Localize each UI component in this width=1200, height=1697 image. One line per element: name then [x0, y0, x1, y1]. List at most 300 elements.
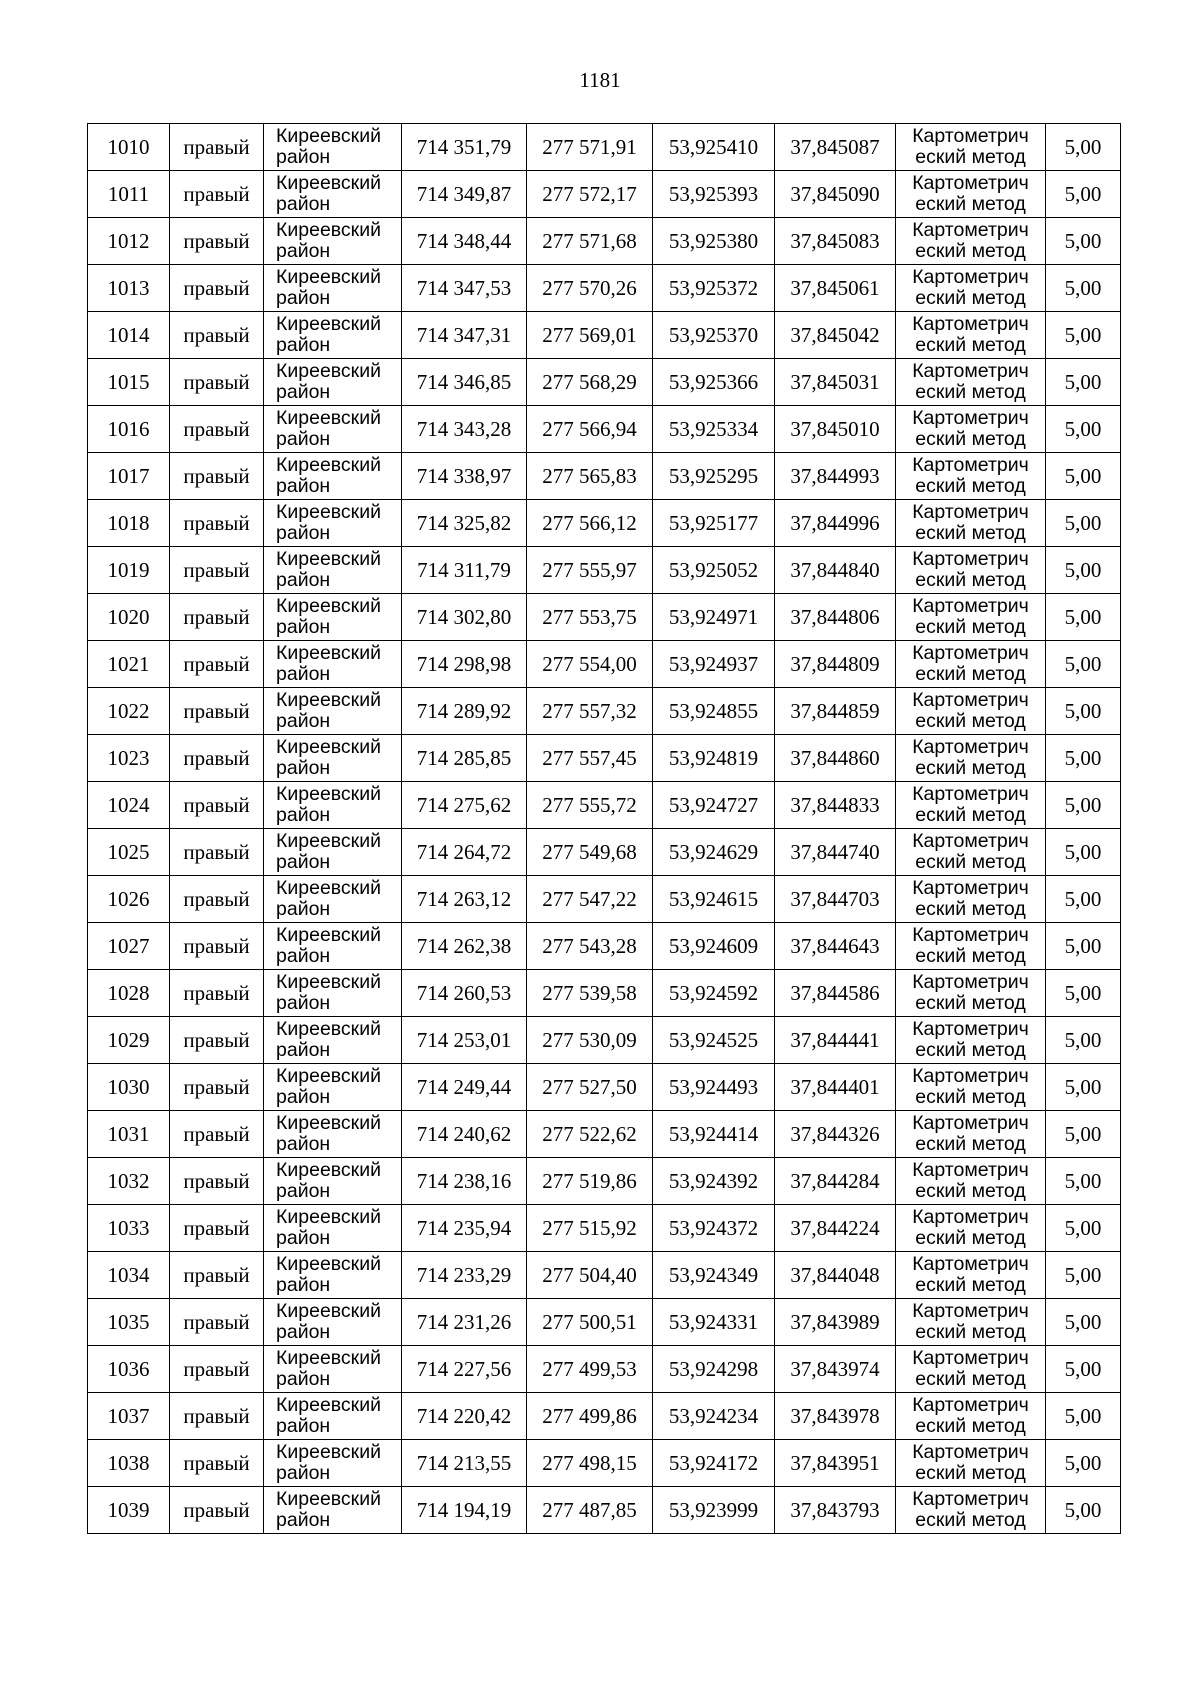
- point-number-cell: 1034: [88, 1252, 170, 1299]
- method-line: еский метод: [915, 381, 1026, 403]
- district-cell: [264, 265, 402, 312]
- method-line: Картометрич: [912, 877, 1029, 899]
- coord-x-cell: 714 260,53: [402, 970, 527, 1017]
- district-line: район: [276, 240, 331, 262]
- district-line: Киреевский: [276, 736, 381, 758]
- latitude-cell: 53,925295: [653, 453, 775, 500]
- district-line: район: [276, 1509, 331, 1531]
- coordinates-table: [87, 123, 1121, 1534]
- coord-x-cell: 714 249,44: [402, 1064, 527, 1111]
- bank-side-cell: правый: [170, 641, 264, 688]
- district-cell: [264, 688, 402, 735]
- coord-y-cell: 277 504,40: [527, 1252, 653, 1299]
- coord-y-cell: 277 515,92: [527, 1205, 653, 1252]
- district-line: Киреевский: [276, 830, 381, 852]
- bank-side-cell: правый: [170, 1111, 264, 1158]
- coord-x-cell: 714 343,28: [402, 406, 527, 453]
- method-cell: [896, 171, 1046, 218]
- table-row: [88, 1440, 1121, 1487]
- coord-x-cell: 714 227,56: [402, 1346, 527, 1393]
- method-line: Картометрич: [912, 454, 1029, 476]
- district-line: Киреевский: [276, 783, 381, 805]
- district-cell: [264, 1252, 402, 1299]
- district-line: район: [276, 428, 331, 450]
- coord-x-cell: 714 338,97: [402, 453, 527, 500]
- district-line: район: [276, 522, 331, 544]
- method-line: Картометрич: [912, 219, 1029, 241]
- accuracy-cell: 5,00: [1046, 970, 1121, 1017]
- latitude-cell: 53,925334: [653, 406, 775, 453]
- bank-side-cell: правый: [170, 735, 264, 782]
- district-cell: [264, 1346, 402, 1393]
- accuracy-cell: 5,00: [1046, 265, 1121, 312]
- accuracy-cell: 5,00: [1046, 1487, 1121, 1534]
- accuracy-cell: 5,00: [1046, 688, 1121, 735]
- method-cell: [896, 829, 1046, 876]
- accuracy-cell: 5,00: [1046, 876, 1121, 923]
- bank-side-cell: правый: [170, 453, 264, 500]
- district-line: район: [276, 569, 331, 591]
- latitude-cell: 53,925370: [653, 312, 775, 359]
- district-line: Киреевский: [276, 548, 381, 570]
- bank-side-cell: правый: [170, 594, 264, 641]
- coord-y-cell: 277 571,68: [527, 218, 653, 265]
- method-line: еский метод: [915, 945, 1026, 967]
- district-line: район: [276, 146, 331, 168]
- district-line: Киреевский: [276, 1206, 381, 1228]
- latitude-cell: 53,924234: [653, 1393, 775, 1440]
- longitude-cell: 37,843793: [775, 1487, 896, 1534]
- latitude-cell: 53,925410: [653, 124, 775, 171]
- method-cell: [896, 1393, 1046, 1440]
- latitude-cell: 53,924372: [653, 1205, 775, 1252]
- accuracy-cell: 5,00: [1046, 1064, 1121, 1111]
- point-number-cell: 1017: [88, 453, 170, 500]
- point-number-cell: 1012: [88, 218, 170, 265]
- longitude-cell: 37,845061: [775, 265, 896, 312]
- table-row: [88, 124, 1121, 171]
- method-line: еский метод: [915, 1509, 1026, 1531]
- table-row: [88, 735, 1121, 782]
- point-number-cell: 1029: [88, 1017, 170, 1064]
- latitude-cell: 53,925366: [653, 359, 775, 406]
- table-row: [88, 688, 1121, 735]
- coord-y-cell: 277 549,68: [527, 829, 653, 876]
- district-cell: [264, 1205, 402, 1252]
- latitude-cell: 53,925380: [653, 218, 775, 265]
- latitude-cell: 53,924855: [653, 688, 775, 735]
- coord-y-cell: 277 566,12: [527, 500, 653, 547]
- accuracy-cell: 5,00: [1046, 735, 1121, 782]
- district-line: район: [276, 616, 331, 638]
- district-line: Киреевский: [276, 360, 381, 382]
- latitude-cell: 53,923999: [653, 1487, 775, 1534]
- coord-y-cell: 277 572,17: [527, 171, 653, 218]
- longitude-cell: 37,845083: [775, 218, 896, 265]
- longitude-cell: 37,843951: [775, 1440, 896, 1487]
- method-line: еский метод: [915, 1180, 1026, 1202]
- longitude-cell: 37,844284: [775, 1158, 896, 1205]
- longitude-cell: 37,844643: [775, 923, 896, 970]
- district-cell: [264, 876, 402, 923]
- method-line: Картометрич: [912, 407, 1029, 429]
- method-line: Картометрич: [912, 172, 1029, 194]
- district-line: Киреевский: [276, 1300, 381, 1322]
- coord-x-cell: 714 213,55: [402, 1440, 527, 1487]
- table-row: [88, 265, 1121, 312]
- table-row: [88, 453, 1121, 500]
- district-line: район: [276, 1039, 331, 1061]
- coord-x-cell: 714 262,38: [402, 923, 527, 970]
- method-cell: [896, 500, 1046, 547]
- latitude-cell: 53,925177: [653, 500, 775, 547]
- longitude-cell: 37,844048: [775, 1252, 896, 1299]
- point-number-cell: 1015: [88, 359, 170, 406]
- district-line: район: [276, 1133, 331, 1155]
- coord-x-cell: 714 325,82: [402, 500, 527, 547]
- bank-side-cell: правый: [170, 124, 264, 171]
- accuracy-cell: 5,00: [1046, 218, 1121, 265]
- method-line: еский метод: [915, 193, 1026, 215]
- district-line: Киреевский: [276, 971, 381, 993]
- coord-y-cell: 277 498,15: [527, 1440, 653, 1487]
- method-line: Картометрич: [912, 548, 1029, 570]
- latitude-cell: 53,924349: [653, 1252, 775, 1299]
- method-cell: [896, 406, 1046, 453]
- method-cell: [896, 641, 1046, 688]
- coord-x-cell: 714 233,29: [402, 1252, 527, 1299]
- longitude-cell: 37,844740: [775, 829, 896, 876]
- longitude-cell: 37,844809: [775, 641, 896, 688]
- method-line: Картометрич: [912, 1300, 1029, 1322]
- method-line: еский метод: [915, 1227, 1026, 1249]
- district-line: Киреевский: [276, 642, 381, 664]
- longitude-cell: 37,845010: [775, 406, 896, 453]
- point-number-cell: 1039: [88, 1487, 170, 1534]
- district-line: Киреевский: [276, 924, 381, 946]
- coord-x-cell: 714 302,80: [402, 594, 527, 641]
- coord-x-cell: 714 348,44: [402, 218, 527, 265]
- coord-x-cell: 714 311,79: [402, 547, 527, 594]
- latitude-cell: 53,924971: [653, 594, 775, 641]
- latitude-cell: 53,924493: [653, 1064, 775, 1111]
- bank-side-cell: правый: [170, 1393, 264, 1440]
- table-row: [88, 641, 1121, 688]
- method-cell: [896, 218, 1046, 265]
- method-line: Картометрич: [912, 266, 1029, 288]
- coord-y-cell: 277 539,58: [527, 970, 653, 1017]
- longitude-cell: 37,845087: [775, 124, 896, 171]
- method-cell: [896, 923, 1046, 970]
- district-line: Киреевский: [276, 125, 381, 147]
- district-line: район: [276, 1415, 331, 1437]
- bank-side-cell: правый: [170, 782, 264, 829]
- method-line: Картометрич: [912, 924, 1029, 946]
- coord-x-cell: 714 347,31: [402, 312, 527, 359]
- district-line: район: [276, 945, 331, 967]
- method-line: Картометрич: [912, 971, 1029, 993]
- method-line: Картометрич: [912, 1206, 1029, 1228]
- coord-y-cell: 277 557,45: [527, 735, 653, 782]
- latitude-cell: 53,925372: [653, 265, 775, 312]
- longitude-cell: 37,844326: [775, 1111, 896, 1158]
- district-line: Киреевский: [276, 1488, 381, 1510]
- table-row: [88, 1299, 1121, 1346]
- latitude-cell: 53,924592: [653, 970, 775, 1017]
- method-cell: [896, 1487, 1046, 1534]
- coord-y-cell: 277 565,83: [527, 453, 653, 500]
- method-line: еский метод: [915, 287, 1026, 309]
- method-line: еский метод: [915, 1321, 1026, 1343]
- coord-x-cell: 714 346,85: [402, 359, 527, 406]
- point-number-cell: 1016: [88, 406, 170, 453]
- district-line: район: [276, 1086, 331, 1108]
- table-row: [88, 1487, 1121, 1534]
- method-line: Картометрич: [912, 360, 1029, 382]
- method-line: Картометрич: [912, 830, 1029, 852]
- district-line: Киреевский: [276, 1347, 381, 1369]
- bank-side-cell: правый: [170, 265, 264, 312]
- coord-y-cell: 277 487,85: [527, 1487, 653, 1534]
- accuracy-cell: 5,00: [1046, 1205, 1121, 1252]
- table-row: [88, 1111, 1121, 1158]
- district-cell: [264, 359, 402, 406]
- method-cell: [896, 1017, 1046, 1064]
- district-line: Киреевский: [276, 877, 381, 899]
- point-number-cell: 1027: [88, 923, 170, 970]
- method-line: Картометрич: [912, 1112, 1029, 1134]
- district-line: Киреевский: [276, 595, 381, 617]
- table-row: [88, 406, 1121, 453]
- district-line: район: [276, 1321, 331, 1343]
- method-line: еский метод: [915, 569, 1026, 591]
- accuracy-cell: 5,00: [1046, 1299, 1121, 1346]
- bank-side-cell: правый: [170, 1346, 264, 1393]
- latitude-cell: 53,924172: [653, 1440, 775, 1487]
- district-cell: [264, 1393, 402, 1440]
- table-row: [88, 782, 1121, 829]
- point-number-cell: 1011: [88, 171, 170, 218]
- accuracy-cell: 5,00: [1046, 641, 1121, 688]
- accuracy-cell: 5,00: [1046, 124, 1121, 171]
- point-number-cell: 1025: [88, 829, 170, 876]
- coord-y-cell: 277 553,75: [527, 594, 653, 641]
- method-line: Картометрич: [912, 313, 1029, 335]
- longitude-cell: 37,843974: [775, 1346, 896, 1393]
- method-line: еский метод: [915, 804, 1026, 826]
- district-cell: [264, 171, 402, 218]
- method-line: Картометрич: [912, 125, 1029, 147]
- method-line: еский метод: [915, 146, 1026, 168]
- coord-y-cell: 277 570,26: [527, 265, 653, 312]
- method-cell: [896, 1205, 1046, 1252]
- longitude-cell: 37,843989: [775, 1299, 896, 1346]
- bank-side-cell: правый: [170, 1064, 264, 1111]
- district-line: Киреевский: [276, 689, 381, 711]
- longitude-cell: 37,844224: [775, 1205, 896, 1252]
- point-number-cell: 1032: [88, 1158, 170, 1205]
- longitude-cell: 37,844401: [775, 1064, 896, 1111]
- coord-y-cell: 277 568,29: [527, 359, 653, 406]
- method-line: Картометрич: [912, 1159, 1029, 1181]
- table-row: [88, 312, 1121, 359]
- coord-x-cell: 714 253,01: [402, 1017, 527, 1064]
- district-cell: [264, 970, 402, 1017]
- page-number: 1181: [579, 68, 621, 92]
- method-line: еский метод: [915, 710, 1026, 732]
- district-cell: [264, 594, 402, 641]
- coord-y-cell: 277 555,97: [527, 547, 653, 594]
- method-line: еский метод: [915, 898, 1026, 920]
- latitude-cell: 53,924331: [653, 1299, 775, 1346]
- accuracy-cell: 5,00: [1046, 594, 1121, 641]
- district-line: Киреевский: [276, 1394, 381, 1416]
- district-line: район: [276, 475, 331, 497]
- bank-side-cell: правый: [170, 829, 264, 876]
- district-line: район: [276, 334, 331, 356]
- point-number-cell: 1013: [88, 265, 170, 312]
- method-line: Картометрич: [912, 1394, 1029, 1416]
- district-cell: [264, 218, 402, 265]
- coord-x-cell: 714 231,26: [402, 1299, 527, 1346]
- method-line: Картометрич: [912, 1018, 1029, 1040]
- longitude-cell: 37,845090: [775, 171, 896, 218]
- method-cell: [896, 1299, 1046, 1346]
- table-row: [88, 923, 1121, 970]
- point-number-cell: 1031: [88, 1111, 170, 1158]
- accuracy-cell: 5,00: [1046, 1252, 1121, 1299]
- table-body: [88, 124, 1121, 1534]
- method-line: еский метод: [915, 428, 1026, 450]
- district-line: район: [276, 851, 331, 873]
- point-number-cell: 1020: [88, 594, 170, 641]
- accuracy-cell: 5,00: [1046, 406, 1121, 453]
- table-row: [88, 1158, 1121, 1205]
- coord-y-cell: 277 527,50: [527, 1064, 653, 1111]
- bank-side-cell: правый: [170, 406, 264, 453]
- district-line: Киреевский: [276, 313, 381, 335]
- district-line: Киреевский: [276, 407, 381, 429]
- coord-x-cell: 714 235,94: [402, 1205, 527, 1252]
- district-line: Киреевский: [276, 1253, 381, 1275]
- method-cell: [896, 688, 1046, 735]
- method-line: еский метод: [915, 1086, 1026, 1108]
- method-line: еский метод: [915, 240, 1026, 262]
- latitude-cell: 53,924937: [653, 641, 775, 688]
- coord-x-cell: 714 298,98: [402, 641, 527, 688]
- point-number-cell: 1038: [88, 1440, 170, 1487]
- bank-side-cell: правый: [170, 1487, 264, 1534]
- longitude-cell: 37,844833: [775, 782, 896, 829]
- table-row: [88, 876, 1121, 923]
- coord-x-cell: 714 264,72: [402, 829, 527, 876]
- longitude-cell: 37,845031: [775, 359, 896, 406]
- point-number-cell: 1021: [88, 641, 170, 688]
- accuracy-cell: 5,00: [1046, 782, 1121, 829]
- coord-x-cell: 714 289,92: [402, 688, 527, 735]
- district-line: район: [276, 757, 331, 779]
- district-cell: [264, 1158, 402, 1205]
- point-number-cell: 1033: [88, 1205, 170, 1252]
- coord-y-cell: 277 530,09: [527, 1017, 653, 1064]
- coord-y-cell: 277 499,53: [527, 1346, 653, 1393]
- point-number-cell: 1036: [88, 1346, 170, 1393]
- method-line: Картометрич: [912, 736, 1029, 758]
- accuracy-cell: 5,00: [1046, 1393, 1121, 1440]
- district-cell: [264, 641, 402, 688]
- longitude-cell: 37,844586: [775, 970, 896, 1017]
- table-row: [88, 547, 1121, 594]
- accuracy-cell: 5,00: [1046, 359, 1121, 406]
- bank-side-cell: правый: [170, 312, 264, 359]
- district-line: Киреевский: [276, 501, 381, 523]
- latitude-cell: 53,925052: [653, 547, 775, 594]
- bank-side-cell: правый: [170, 171, 264, 218]
- coord-x-cell: 714 238,16: [402, 1158, 527, 1205]
- longitude-cell: 37,844441: [775, 1017, 896, 1064]
- coord-y-cell: 277 571,91: [527, 124, 653, 171]
- point-number-cell: 1028: [88, 970, 170, 1017]
- coord-y-cell: 277 500,51: [527, 1299, 653, 1346]
- coord-x-cell: 714 351,79: [402, 124, 527, 171]
- bank-side-cell: правый: [170, 970, 264, 1017]
- point-number-cell: 1010: [88, 124, 170, 171]
- point-number-cell: 1035: [88, 1299, 170, 1346]
- method-line: еский метод: [915, 616, 1026, 638]
- point-number-cell: 1019: [88, 547, 170, 594]
- latitude-cell: 53,924629: [653, 829, 775, 876]
- district-cell: [264, 406, 402, 453]
- district-line: Киреевский: [276, 1018, 381, 1040]
- method-cell: [896, 782, 1046, 829]
- coord-x-cell: 714 275,62: [402, 782, 527, 829]
- coord-y-cell: 277 522,62: [527, 1111, 653, 1158]
- accuracy-cell: 5,00: [1046, 1440, 1121, 1487]
- district-line: Киреевский: [276, 172, 381, 194]
- method-cell: [896, 735, 1046, 782]
- coord-x-cell: 714 263,12: [402, 876, 527, 923]
- table-row: [88, 829, 1121, 876]
- district-cell: [264, 124, 402, 171]
- district-cell: [264, 1064, 402, 1111]
- method-line: еский метод: [915, 1133, 1026, 1155]
- district-cell: [264, 1299, 402, 1346]
- district-line: район: [276, 804, 331, 826]
- longitude-cell: 37,844840: [775, 547, 896, 594]
- accuracy-cell: 5,00: [1046, 1111, 1121, 1158]
- district-cell: [264, 923, 402, 970]
- method-cell: [896, 876, 1046, 923]
- table-row: [88, 970, 1121, 1017]
- district-line: район: [276, 1368, 331, 1390]
- method-line: еский метод: [915, 992, 1026, 1014]
- accuracy-cell: 5,00: [1046, 171, 1121, 218]
- longitude-cell: 37,844860: [775, 735, 896, 782]
- longitude-cell: 37,844996: [775, 500, 896, 547]
- coord-y-cell: 277 547,22: [527, 876, 653, 923]
- district-cell: [264, 1017, 402, 1064]
- method-line: Картометрич: [912, 642, 1029, 664]
- district-line: район: [276, 1274, 331, 1296]
- method-line: Картометрич: [912, 1441, 1029, 1463]
- coord-y-cell: 277 566,94: [527, 406, 653, 453]
- district-line: район: [276, 992, 331, 1014]
- accuracy-cell: 5,00: [1046, 1017, 1121, 1064]
- district-line: Киреевский: [276, 1441, 381, 1463]
- district-cell: [264, 829, 402, 876]
- method-line: еский метод: [915, 1368, 1026, 1390]
- method-line: еский метод: [915, 851, 1026, 873]
